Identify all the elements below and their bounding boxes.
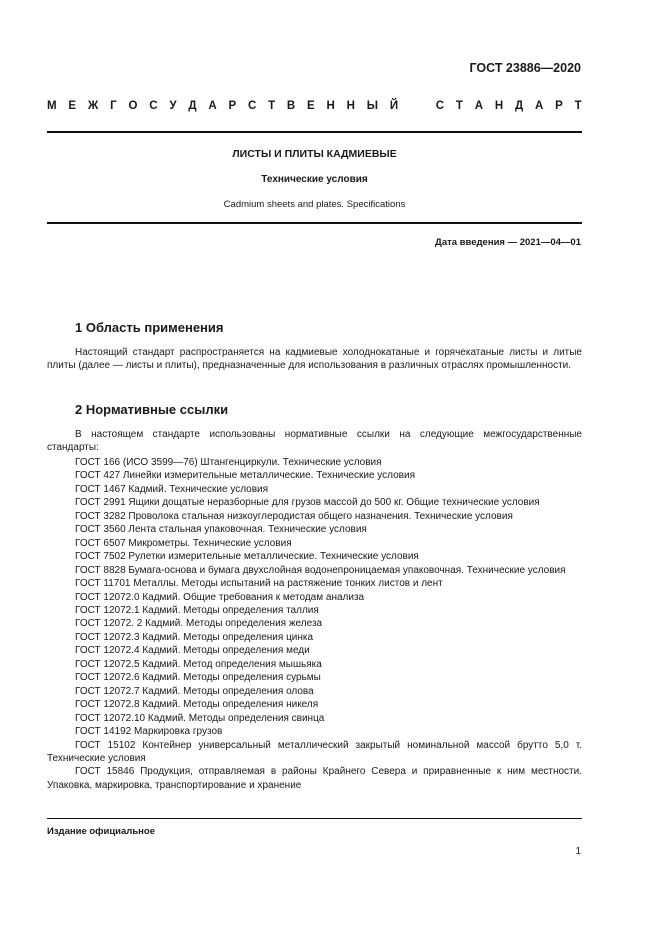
section-2-heading: 2 Нормативные ссылки — [75, 402, 229, 417]
heading-letter: А — [534, 100, 544, 112]
page-number: 1 — [575, 846, 581, 857]
heading-letter: Р — [555, 100, 563, 112]
heading-letter: Т — [268, 100, 276, 112]
header-rule — [47, 131, 582, 133]
reference-item: ГОСТ 12072.8 Кадмий. Методы определения никеля — [75, 699, 319, 711]
reference-item: ГОСТ 166 (ИСО 3599—76) Штангенциркули. Технические условия — [75, 457, 382, 468]
reference-item: ГОСТ 14192 Маркировка грузов — [75, 726, 223, 738]
reference-item: ГОСТ 12072.10 Кадмий. Методы определения свинца — [75, 712, 325, 724]
section-1-heading: 1 Область применения — [75, 320, 224, 335]
gost-number: ГОСТ 23886—2020 — [469, 61, 581, 75]
reference-item: ГОСТ 7502 Рулетки измерительные металлические. Технические условия — [75, 551, 419, 563]
reference-item: ГОСТ 15102 Контейнер универсальный металлический закрытый номинальной массой брутто 5,0 т. Технические условия — [47, 739, 582, 764]
reference-item: ГОСТ 3560 Лента стальная упаковочная. Технические условия — [75, 524, 367, 536]
reference-item: ГОСТ 6507 Микрометры. Технические условия — [75, 537, 292, 549]
letter-gap — [410, 100, 424, 112]
edition-label: Издание официальное — [47, 826, 155, 837]
section-2-intro — [47, 428, 582, 454]
heading-letter: С — [435, 100, 445, 112]
heading-letter: С — [247, 100, 257, 112]
standard-type-heading — [47, 100, 582, 112]
heading-letter: Е — [307, 100, 315, 112]
reference-item: ГОСТ 11701 Металлы. Методы испытаний на растяжение тонких листов и лент — [75, 578, 443, 590]
heading-letter: Г — [110, 100, 117, 112]
title-rule — [47, 222, 582, 224]
heading-letter: Н — [346, 100, 355, 112]
heading-letter: А — [208, 100, 217, 112]
references-list — [47, 456, 582, 792]
footer-rule — [47, 818, 582, 819]
heading-letter: Т — [455, 100, 463, 112]
document-subtitle: Технические условия — [261, 174, 368, 185]
heading-letter: Д — [188, 100, 197, 112]
reference-item: ГОСТ 8828 Бумага-основа и бумага двухслойная водонепроницаемая упаковочная. Технические условия — [75, 564, 566, 576]
heading-letter: С — [149, 100, 158, 112]
english-title: Cadmium sheets and plates. Specifications — [223, 199, 406, 210]
reference-item: ГОСТ 12072.6 Кадмий. Методы определения сурьмы — [75, 672, 321, 684]
section-1-body: Настоящий стандарт распространяется на кадмиевые холоднокатаные и горячекатаные листы и литые плиты (далее — листы и плиты), предназначенные для использования в различных отраслях промышленности. — [47, 347, 582, 372]
reference-item: ГОСТ 2991 Ящики дощатые неразборные для грузов массой до 500 кг. Общие технические условия — [75, 497, 540, 509]
section-1-text — [47, 346, 582, 372]
introduction-date: Дата введения — 2021—04—01 — [435, 237, 581, 248]
reference-item: ГОСТ 15846 Продукция, отправляемая в районы Крайнего Севера и приравненные к ним местности. Упаковка, маркировка, транспортирование и хранение — [47, 766, 582, 791]
reference-item: ГОСТ 12072.0 Кадмий. Общие требования к методам анализа — [75, 591, 365, 603]
reference-item: ГОСТ 12072.3 Кадмий. Методы определения цинка — [75, 631, 314, 643]
reference-item: ГОСТ 12072.4 Кадмий. Методы определения меди — [75, 645, 310, 657]
reference-item: ГОСТ 12072.1 Кадмий. Методы определения таллия — [75, 604, 319, 616]
heading-letter: У — [169, 100, 177, 112]
reference-item: ГОСТ 12072.7 Кадмий. Методы определения олова — [75, 685, 314, 697]
heading-letter: Т — [574, 100, 582, 112]
heading-letter: Н — [326, 100, 335, 112]
heading-letter: В — [286, 100, 296, 112]
heading-letter: Ы — [366, 100, 379, 112]
document-title: ЛИСТЫ И ПЛИТЫ КАДМИЕВЫЕ — [232, 148, 397, 160]
reference-item: ГОСТ 427 Линейки измерительные металлические. Технические условия — [75, 470, 415, 482]
reference-item: ГОСТ 3282 Проволока стальная низкоуглеродистая общего назначения. Технические условия — [75, 510, 513, 522]
heading-letter: А — [474, 100, 484, 112]
heading-letter: Д — [514, 100, 524, 112]
section-2-intro-text: В настоящем стандарте использованы нормативные ссылки на следующие межгосударственные стандарты: — [47, 429, 582, 454]
heading-letter: Ж — [87, 100, 99, 112]
heading-letter: Н — [494, 100, 504, 112]
heading-letter: Й — [389, 100, 399, 112]
reference-item: ГОСТ 1467 Кадмий. Технические условия — [75, 483, 269, 495]
heading-letter: М — [47, 100, 57, 112]
reference-item: ГОСТ 12072.5 Кадмий. Метод определения мышьяка — [75, 658, 322, 670]
heading-letter: Р — [228, 100, 237, 112]
heading-letter: О — [128, 100, 138, 112]
reference-item: ГОСТ 12072. 2 Кадмий. Методы определения железа — [75, 618, 323, 630]
heading-letter: Е — [68, 100, 77, 112]
